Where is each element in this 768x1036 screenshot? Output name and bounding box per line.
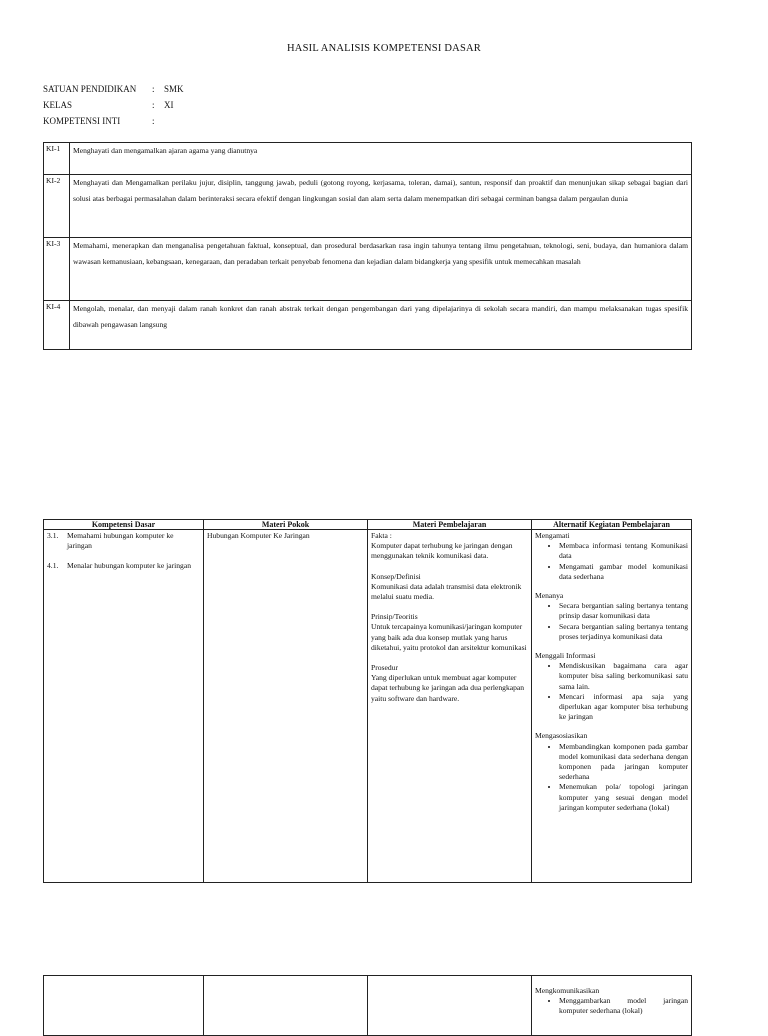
meta-satuan-pendidikan [43, 84, 184, 94]
kompetensi-inti-table [43, 142, 692, 350]
materi-body: Komunikasi data adalah transmisi data elektronik melalui suatu media. [371, 581, 522, 602]
meta-label: KOMPETENSI INTI [43, 116, 121, 126]
kegiatan-section [535, 651, 688, 722]
materi-heading: Konsep/Definisi [371, 571, 421, 581]
kegiatan-pembelajaran-cell [532, 530, 692, 883]
table-row [44, 238, 692, 301]
materi-pokok-text: Hubungan Komputer Ke Jaringan [207, 531, 310, 540]
kegiatan-section [535, 591, 688, 642]
meta-value: XI [164, 100, 174, 110]
column-header: Kompetensi Dasar [44, 520, 204, 530]
list-item: • Membaca informasi tentang Komunikasi data [559, 541, 688, 561]
materi-heading: Fakta : [371, 531, 392, 540]
meta-kelas [43, 100, 174, 110]
kompetensi-dasar-table-continued [43, 975, 692, 1036]
materi-heading: Prinsip/Teoritis [371, 612, 418, 622]
list-item: • Menggambarkan model jaringan komputer sederhana (lokal) [559, 996, 688, 1016]
column-header: Materi Pembelajaran [368, 520, 532, 530]
kd-item [47, 531, 200, 551]
kompetensi-dasar-cell [44, 976, 204, 1036]
ki-code: KI-3 [44, 238, 70, 301]
list-item: • Mencari informasi apa saja yang diperlukan agar komputer bisa terhubung ke jaringan [559, 692, 688, 723]
kegiatan-heading: Menanya [535, 591, 564, 601]
meta-separator: : [152, 100, 155, 110]
column-header: Alternatif Kegiatan Pembelajaran [532, 520, 692, 530]
list-item: • Menemukan pola/ topologi jaringan komputer yang sesuai dengan model jaringan komputer sederhana (lokal) [559, 782, 688, 813]
list-item: • Mendiskusikan bagaimana cara agar komputer bisa saling berkomunikasi satu sama lain. [559, 661, 688, 692]
document-title: HASIL ANALISIS KOMPETENSI DASAR [287, 43, 481, 54]
materi-pokok-cell [204, 976, 368, 1036]
kegiatan-section [535, 731, 688, 813]
materi-section [371, 531, 528, 562]
ki-code: KI-4 [44, 301, 70, 350]
kegiatan-list [535, 742, 688, 813]
ki-code: KI-1 [44, 143, 70, 175]
ki-text: Menghayati dan mengamalkan ajaran agama yang dianutnya [70, 143, 692, 175]
materi-section [371, 572, 528, 603]
materi-body: Untuk tercapainya komunikasi/jaringan komputer yang baik ada dua konsep mutlak yang harus diketahui, yaitu protokol dan arsitektur komunikasi [371, 622, 527, 652]
column-header: Materi Pokok [204, 520, 368, 530]
meta-separator: : [152, 84, 155, 94]
kegiatan-list [535, 661, 688, 722]
materi-section [371, 612, 528, 653]
meta-kompetensi-inti [43, 116, 164, 126]
kegiatan-list [535, 541, 688, 582]
kegiatan-section [535, 531, 688, 582]
list-item: • Membandingkan komponen pada gambar model komunikasi data sederhana dengan komponen pada jaringan komputer sederhana [559, 742, 688, 783]
kd-number: 4.1. [47, 561, 59, 571]
ki-code: KI-2 [44, 175, 70, 238]
kd-item [47, 561, 200, 571]
materi-body: Yang diperlukan untuk membuat agar komputer dapat terhubung ke jaringan ada dua perlengkapan yaitu software dan hardware. [371, 673, 525, 703]
meta-separator: : [152, 116, 155, 126]
materi-pembelajaran-cell [368, 976, 532, 1036]
kegiatan-list [535, 996, 688, 1016]
kegiatan-heading: Mengasosiasikan [535, 731, 588, 741]
kegiatan-heading: Menggali Informasi [535, 651, 596, 661]
kegiatan-heading: Mengkomunikasikan [535, 986, 600, 995]
table-header-row [44, 520, 692, 530]
materi-body: Komputer dapat terhubung ke jaringan dengan menggunakan teknik komunikasi data. [371, 541, 513, 561]
table-row [44, 143, 692, 175]
materi-pokok-cell [204, 530, 368, 883]
list-item: • Secara bergantian saling bertanya tentang proses terjadinya komunikasi data [559, 622, 688, 642]
meta-label: SATUAN PENDIDIKAN [43, 84, 137, 94]
kd-number: 3.1. [47, 531, 59, 540]
kompetensi-dasar-table [43, 519, 692, 883]
meta-label: KELAS [43, 100, 72, 110]
list-item: • Secara bergantian saling bertanya tentang prinsip dasar komunikasi data [559, 601, 688, 621]
table-row [44, 530, 692, 883]
kegiatan-heading: Mengamati [535, 531, 570, 540]
table-row [44, 301, 692, 350]
ki-text: Mengolah, menalar, dan menyaji dalam ranah konkret dan ranah abstrak terkait dengan pengembangan dari yang dipelajarinya di sekolah secara mandiri, dan mampu melaksanakan tugas spesifik dibawah pengawasan langsung [70, 301, 692, 350]
kd-text: Memahami hubungan komputer ke jaringan [67, 531, 174, 551]
kegiatan-pembelajaran-cell [532, 976, 692, 1036]
ki-text: Menghayati dan Mengamalkan perilaku jujur, disiplin, tanggung jawab, peduli (gotong royong, kerjasama, toleran, damai), santun, responsif dan proaktif dan menunjukan sikap sebagai bagian dari solusi atas berbagai permasalahan dalam berinteraksi secara efektif dengan lingkungan sosial dan alam serta dalam menempatkan diri sebagai cerminan bangsa dalam pergaulan dunia [70, 175, 692, 238]
meta-value: SMK [164, 84, 184, 94]
kegiatan-list [535, 601, 688, 642]
kompetensi-dasar-cell [44, 530, 204, 883]
materi-heading: Prosedur [371, 663, 398, 673]
table-row [44, 175, 692, 238]
kd-text: Menalar hubungan komputer ke jaringan [67, 561, 191, 571]
list-item: • Mengamati gambar model komunikasi data sederhana [559, 562, 688, 582]
ki-text: Memahami, menerapkan dan menganalisa pengetahuan faktual, konseptual, dan prosedural berdasarkan rasa ingin tahunya tentang ilmu pengetahuan, teknologi, seni, budaya, dan humaniora dalam wawasan kemanusiaan, kebangsaan, kenegaraan, dan peradaban terkait penyebab fenomena dan kejadian dalam bidangkerja yang spesifik untuk memecahkan masalah [70, 238, 692, 301]
table-row [44, 976, 692, 1036]
materi-pembelajaran-cell [368, 530, 532, 883]
materi-section [371, 663, 528, 704]
